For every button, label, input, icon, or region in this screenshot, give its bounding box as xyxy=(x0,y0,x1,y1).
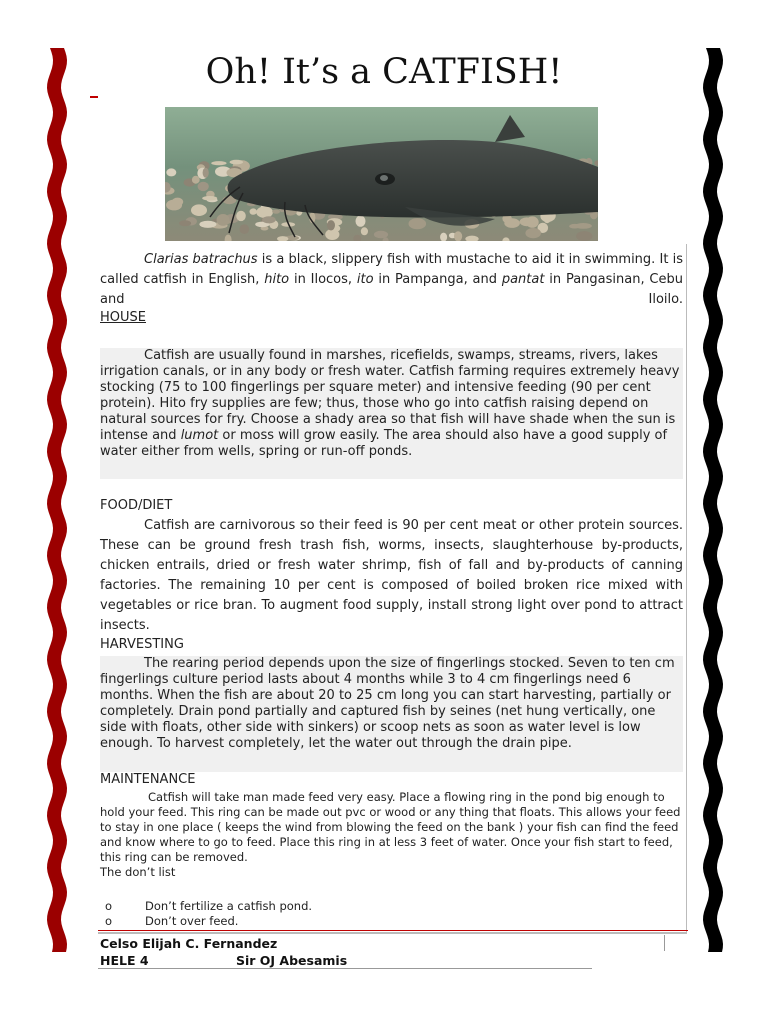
pebble xyxy=(203,168,209,178)
pebble xyxy=(575,223,592,229)
pebble xyxy=(325,229,339,240)
pebble xyxy=(250,208,257,214)
pebble xyxy=(240,224,250,234)
right-wavy-border xyxy=(700,48,726,952)
page-title: Oh! It’s a CATFISH! xyxy=(205,52,563,92)
pebble xyxy=(327,220,335,230)
pebble xyxy=(236,211,246,221)
food-heading: FOOD/DIET xyxy=(100,498,173,513)
dont-list-label: The don’t list xyxy=(100,865,176,879)
intro-paragraph: Clarias batrachus is a black, slippery fish with mustache to aid it in swimming. It is called catfish in English, hito in Ilocos, ito in Pampanga, and pantat in Pangasinan, Cebu and Iloilo. xyxy=(100,252,684,307)
pebble xyxy=(217,214,230,226)
teacher-name: Sir OJ Abesamis xyxy=(236,953,348,968)
pebble xyxy=(202,196,217,201)
footer-rule xyxy=(98,968,592,969)
red-dash-mark xyxy=(90,96,98,98)
house-heading: HOUSE xyxy=(100,310,146,325)
species-name: Clarias batrachus xyxy=(144,252,258,267)
pebble xyxy=(262,216,276,223)
maintenance-heading: MAINTENANCE xyxy=(100,772,196,787)
catfish-photo xyxy=(165,107,598,241)
pebble xyxy=(230,160,243,165)
pebble xyxy=(272,210,280,214)
pebble xyxy=(256,206,273,218)
pebble xyxy=(374,231,388,239)
pebble xyxy=(172,198,183,206)
pebble xyxy=(220,220,230,224)
pebble xyxy=(191,204,207,216)
footer-divider xyxy=(98,930,688,931)
pebble xyxy=(520,217,534,226)
pebble xyxy=(192,176,200,184)
pebble xyxy=(198,182,209,191)
pebble xyxy=(199,221,216,228)
harvest-paragraph: The rearing period depends upon the size of fingerlings stocked. Seven to ten cm fingerlings culture period lasts about 4 months while 3 to 4 cm fingerlings need 6 months. When the fish are about 20 to 25 cm long you can start harvesting, partially or completely. Drain pond partially and captured fish by seines (net hung vertically, one side with floats, other side with sinkers) or scoop nets as soon as water level is low enough. To harvest completely, let the water out through the drain pipe. xyxy=(100,656,683,772)
list-item: o Don’t fertilize a catfish pond. xyxy=(105,899,313,913)
maintenance-paragraph: Catfish will take man made feed very easy. Place a flowing ring in the pond big enough to hold your feed. This ring can be made out pvc or wood or any thing that floats. This allows your feed to stay in one place ( keeps the wind from blowing the feed on the bank ) your fish can find the feed and know where to go to feed. Place this ring in at less 3 feet of water. Once your fish start to feed, this ring can be removed. xyxy=(100,790,681,864)
pebble xyxy=(576,231,592,241)
food-paragraph: Catfish are carnivorous so their feed is 90 per cent meat or other protein sources. These can be ground fresh trash fish, worms, insects, slaughterhouse by-products, chicken entrails, dried or fresh water shrimp, fish of fall and by-products of canning factories. The remaining 10 per cent is composed of boiled broken rice mixed with vegetables or rice bran. To augment food supply, install strong light over pond to attract insects. xyxy=(100,518,683,633)
pebble xyxy=(504,218,520,228)
pebble xyxy=(409,218,427,229)
pebble xyxy=(166,168,176,176)
author-name: Celso Elijah C. Fernandez xyxy=(100,936,278,951)
list-item: o Don’t over feed. xyxy=(105,914,239,928)
pebble xyxy=(211,161,226,165)
class-name: HELE 4 xyxy=(100,953,149,968)
pebble xyxy=(356,215,366,226)
pebble xyxy=(361,227,368,235)
left-wavy-border xyxy=(44,48,70,952)
harvest-heading: HARVESTING xyxy=(100,637,184,652)
pebble xyxy=(454,231,462,241)
pebble xyxy=(179,220,191,226)
footer-tick xyxy=(664,935,665,951)
pebble xyxy=(525,228,541,238)
house-paragraph: Catfish are usually found in marshes, ricefields, swamps, streams, rivers, lakes irrigation canals, or in any body or fresh water. Catfish farming requires extremely heavy stocking (75 to 100 fingerlings per square meter) and intensive feeding (90 per cent protein). Hito fry supplies are few; thus, those who go into catfish raising depend on natural sources for fry. Choose a shady area so that fish will have shade when the sun is intense and lumot or moss will grow easily. The area should also have a good supply of water either from wells, spring or run-off ponds. xyxy=(100,348,683,479)
